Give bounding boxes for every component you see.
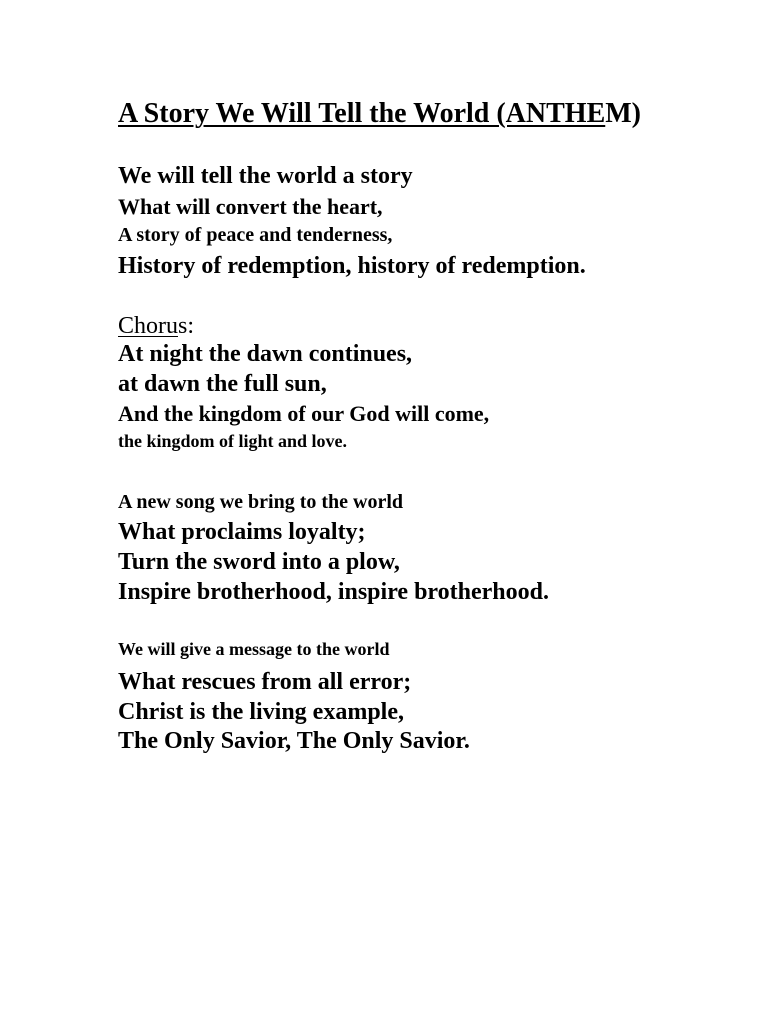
verse2-line-4: Inspire brotherhood, inspire brotherhood. [118, 579, 549, 605]
chorus-line-3: And the kingdom of our God will come, [118, 401, 490, 426]
chorus-line-1: At night the dawn continues, [118, 341, 413, 367]
chorus-line-4: the kingdom of light and love. [118, 431, 348, 451]
verse3-line-4: The Only Savior, The Only Savior. [118, 728, 470, 754]
verse1-line-4: History of redemption, history of redemption. [118, 253, 586, 279]
chorus-label-rest: s: [178, 313, 195, 339]
chorus-label-underlined: Choru [118, 313, 178, 339]
chorus-label [118, 314, 194, 338]
verse3-line-1: We will give a message to the world [118, 639, 390, 659]
verse3-line-2: What rescues from all error; [118, 669, 412, 695]
page-title-rest: M) [605, 98, 642, 129]
verse1-line-3: A story of peace and tenderness, [118, 224, 393, 246]
page-title-underlined: A Story We Will Tell the World (ANTHE [118, 98, 606, 129]
verse2-line-3: Turn the sword into a plow, [118, 549, 400, 575]
verse2-line-2: What proclaims loyalty; [118, 519, 366, 545]
page-title [118, 100, 641, 128]
chorus-line-2: at dawn the full sun, [118, 371, 327, 397]
verse1-line-1: We will tell the world a story [118, 163, 413, 189]
verse1-line-2: What will convert the heart, [118, 194, 383, 219]
verse2-line-1: A new song we bring to the world [118, 491, 404, 513]
verse3-line-3: Christ is the living example, [118, 699, 404, 725]
